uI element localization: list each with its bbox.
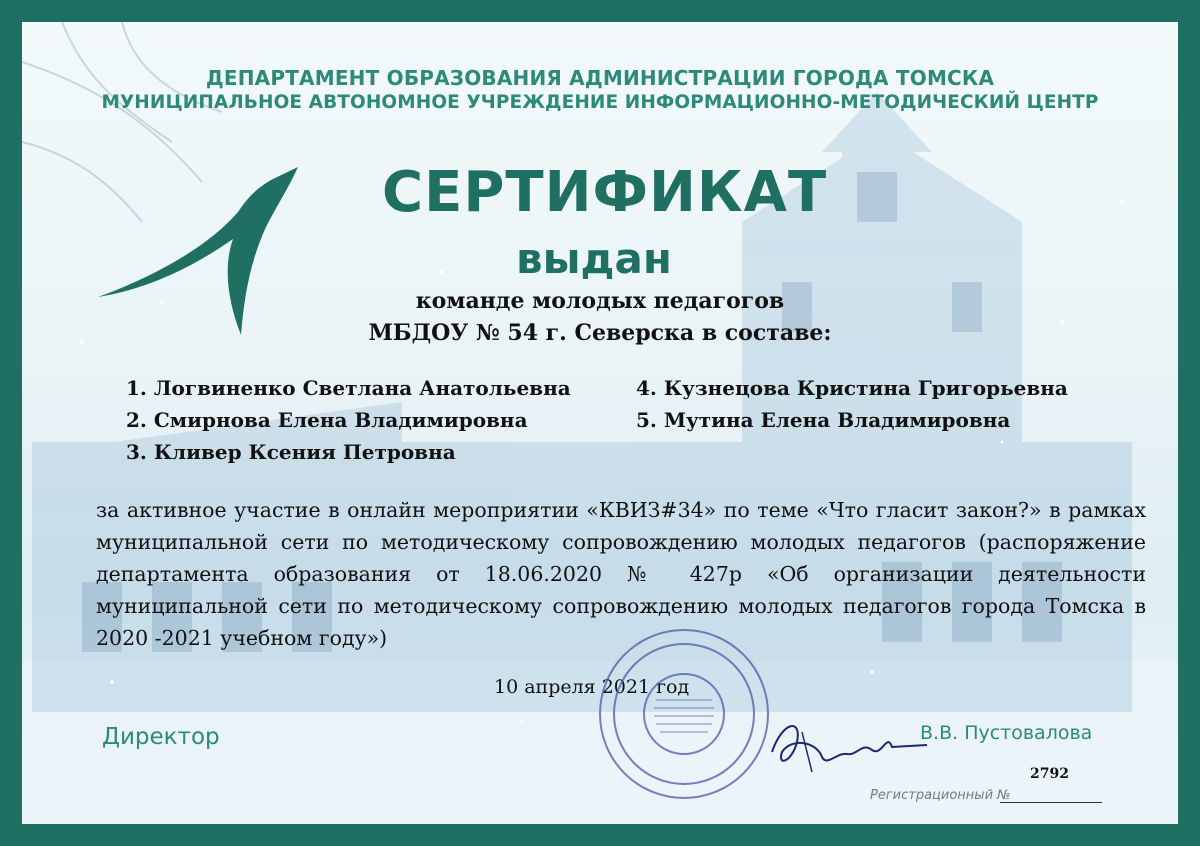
- member-name: 1. Логвиненко Светлана Анатольевна: [126, 376, 571, 400]
- certificate-title: СЕРТИФИКАТ: [382, 160, 828, 225]
- organization-line-2: МУНИЦИПАЛЬНОЕ АВТОНОМНОЕ УЧРЕЖДЕНИЕ ИНФОРМАЦИОННО-МЕТОДИЧЕСКИЙ ЦЕНТР: [101, 92, 1099, 113]
- certificate-sheet: [22, 22, 1178, 824]
- registration-label: Регистрационный №: [870, 788, 1011, 803]
- member-name: 2. Смирнова Елена Владимировна: [126, 408, 528, 432]
- issue-date: 10 апреля 2021 год: [494, 676, 690, 698]
- member-name: 3. Кливер Ксения Петровна: [126, 440, 456, 464]
- member-name: 4. Кузнецова Кристина Григорьевна: [636, 376, 1068, 400]
- registration-underline: [1000, 802, 1102, 803]
- official-stamp-icon: [596, 626, 772, 802]
- registration-number: 2792: [1030, 766, 1069, 782]
- certificate-body-text: за активное участие в онлайн мероприятии «КВИЗ#34» по теме «Что гласит закон?» в рамках муниципальной сети по методическому сопровождению молодых педагогов (распоряжение департамента образования от 18.06.2020 № 427р «Об организации деятельности муниципальной сети по методическому сопровождению молодых педагогов города Томска в 2020 -2021 учебном году»): [96, 498, 1146, 650]
- organization-line-1: ДЕПАРТАМЕНТ ОБРАЗОВАНИЯ АДМИНИСТРАЦИИ ГОРОДА ТОМСКА: [205, 66, 995, 90]
- member-name: 5. Мутина Елена Владимировна: [636, 408, 1011, 432]
- signature-icon: [762, 712, 932, 782]
- recipient-line-2: МБДОУ № 54 г. Северска в составе:: [368, 320, 832, 346]
- signer-name: В.В. Пустовалова: [920, 722, 1093, 744]
- director-label: Директор: [102, 724, 220, 750]
- recipient-line-1: команде молодых педагогов: [415, 288, 785, 314]
- certificate-subtitle: выдан: [516, 234, 672, 283]
